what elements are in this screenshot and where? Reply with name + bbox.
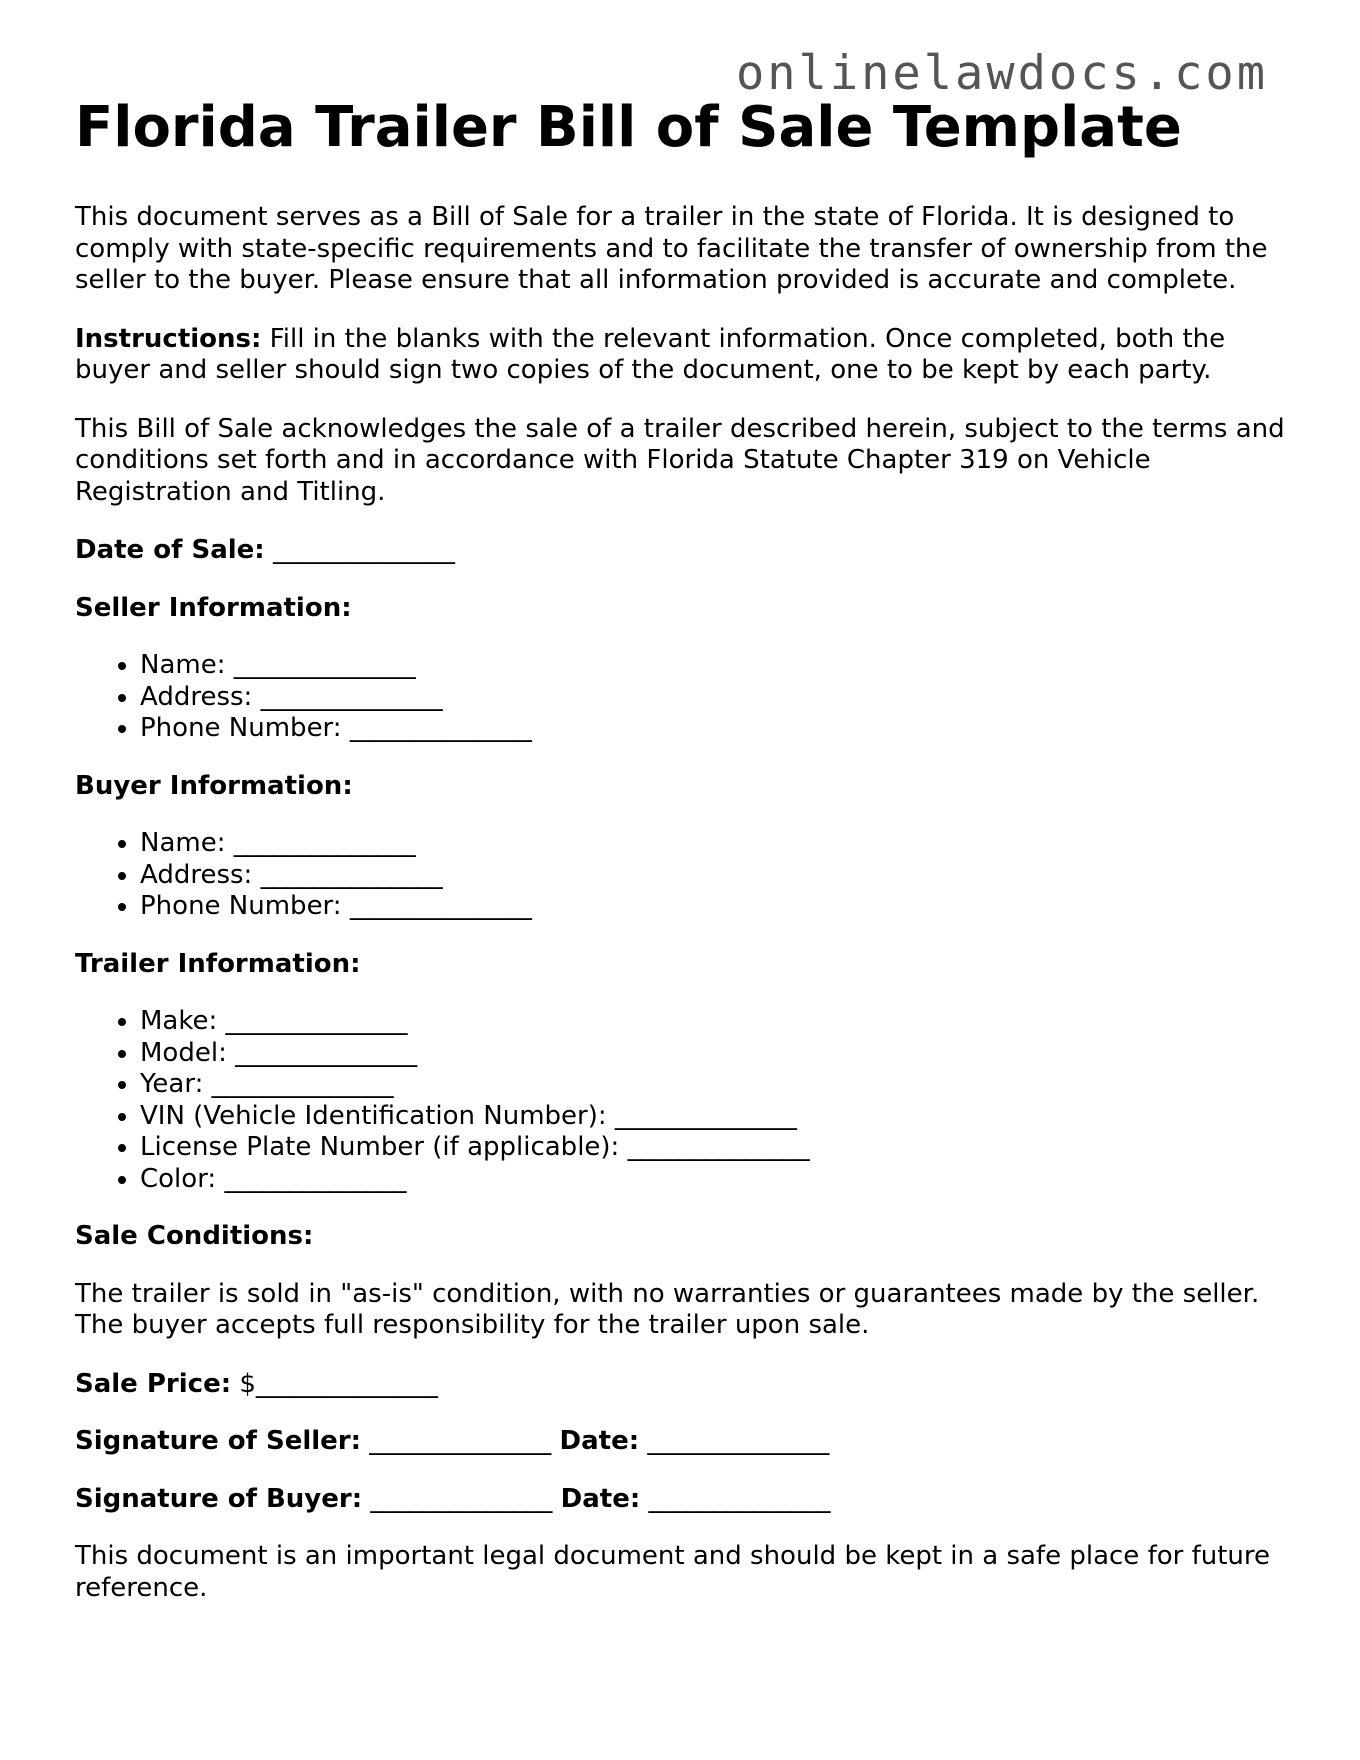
- buyer-address-blank[interactable]: ______________: [260, 859, 443, 890]
- buyer-phone-blank[interactable]: ______________: [349, 891, 532, 921]
- seller-field-list: [75, 650, 1290, 745]
- buyer-phone-label: Phone Number:: [140, 891, 342, 921]
- buyer-signature-field: [75, 1484, 1290, 1516]
- buyer-name-blank[interactable]: ______________: [233, 828, 416, 858]
- seller-address-label: Address:: [140, 681, 253, 712]
- trailer-color-blank[interactable]: ______________: [224, 1163, 407, 1194]
- trailer-vin-blank[interactable]: ______________: [614, 1100, 797, 1131]
- buyer-signature-label: Signature of Buyer:: [75, 1483, 363, 1514]
- trailer-model-blank[interactable]: ______________: [235, 1037, 418, 1068]
- seller-date-label: Date:: [559, 1426, 640, 1456]
- seller-signature-field: [75, 1426, 1290, 1458]
- list-item: [140, 828, 1290, 860]
- list-item: [140, 1038, 1290, 1070]
- buyer-date-blank[interactable]: ______________: [648, 1483, 831, 1514]
- trailer-field-list: [75, 1006, 1290, 1195]
- list-item: [140, 1132, 1290, 1164]
- seller-phone-blank[interactable]: ______________: [349, 713, 532, 743]
- list-item: [140, 1164, 1290, 1196]
- trailer-plate-blank[interactable]: ______________: [627, 1132, 810, 1162]
- date-of-sale-label: Date of Sale:: [75, 535, 265, 565]
- instructions-text: Fill in the blanks with the relevant information. Once completed, both the buyer and seller should sign two copies of the document, one to be kept by each party.: [75, 323, 1226, 385]
- seller-date-blank[interactable]: ______________: [647, 1426, 830, 1456]
- intro-paragraph: This document serves as a Bill of Sale for a trailer in the state of Florida. It is designed to comply with state-specific requirements and to facilitate the transfer of ownership from the seller to the buyer. Please ensure that all information provided is accurate and complete.: [75, 202, 1268, 295]
- instructions-paragraph: [75, 324, 1290, 387]
- instructions-label: Instructions:: [75, 323, 262, 354]
- date-of-sale-field: [75, 535, 1290, 567]
- list-item: [140, 1101, 1290, 1133]
- date-of-sale-blank[interactable]: ______________: [272, 535, 455, 565]
- list-item: [140, 860, 1290, 892]
- seller-signature-label: Signature of Seller:: [75, 1426, 362, 1456]
- document-title: Florida Trailer Bill of Sale Template: [75, 95, 1182, 160]
- buyer-field-list: [75, 828, 1290, 923]
- list-item: [140, 1006, 1290, 1038]
- site-watermark: onlinelawdocs.com: [735, 46, 1268, 101]
- seller-signature-blank[interactable]: ______________: [369, 1426, 552, 1456]
- sale-price-label: Sale Price:: [75, 1368, 232, 1399]
- acknowledgement-paragraph: This Bill of Sale acknowledges the sale of a trailer described herein, subject to the terms and conditions set forth and in accordance with Florida Statute Chapter 319 on Vehicle Registration and Titling.: [75, 413, 1285, 507]
- trailer-plate-label: License Plate Number (if applicable):: [140, 1132, 620, 1162]
- buyer-name-label: Name:: [140, 828, 226, 858]
- buyer-address-label: Address:: [140, 859, 253, 890]
- trailer-make-blank[interactable]: ______________: [225, 1006, 408, 1036]
- sale-price-field: [75, 1369, 1290, 1401]
- currency-symbol: $: [239, 1368, 256, 1399]
- closing-paragraph: This document is an important legal document and should be kept in a safe place for future reference.: [75, 1541, 1270, 1603]
- buyer-heading: [75, 771, 1290, 803]
- seller-phone-label: Phone Number:: [140, 713, 342, 743]
- list-item: [140, 713, 1290, 745]
- buyer-heading-text: Buyer Information:: [75, 770, 353, 801]
- trailer-year-blank[interactable]: ______________: [211, 1069, 394, 1099]
- trailer-vin-label: VIN (Vehicle Identification Number):: [140, 1100, 607, 1131]
- buyer-signature-blank[interactable]: ______________: [370, 1483, 553, 1514]
- trailer-model-label: Model:: [140, 1037, 227, 1068]
- sale-conditions-heading: [75, 1221, 1290, 1253]
- seller-name-blank[interactable]: ______________: [233, 650, 416, 680]
- document-page: [75, 96, 1290, 1631]
- trailer-heading: [75, 949, 1290, 981]
- sale-conditions-text: The trailer is sold in "as-is" condition, with no warranties or guarantees made by the seller. The buyer accepts full responsibility for the trailer upon sale.: [75, 1278, 1260, 1340]
- list-item: [140, 891, 1290, 923]
- trailer-make-label: Make:: [140, 1006, 218, 1036]
- buyer-date-label: Date:: [560, 1483, 641, 1514]
- trailer-year-label: Year:: [140, 1069, 204, 1099]
- seller-heading: [75, 593, 1290, 625]
- sale-conditions-heading-text: Sale Conditions:: [75, 1221, 314, 1251]
- seller-name-label: Name:: [140, 650, 226, 680]
- sale-price-blank[interactable]: ______________: [255, 1368, 438, 1399]
- list-item: [140, 650, 1290, 682]
- trailer-heading-text: Trailer Information:: [75, 948, 361, 979]
- list-item: [140, 682, 1290, 714]
- trailer-color-label: Color:: [140, 1163, 217, 1194]
- seller-address-blank[interactable]: ______________: [260, 681, 443, 712]
- seller-heading-text: Seller Information:: [75, 592, 352, 623]
- list-item: [140, 1069, 1290, 1101]
